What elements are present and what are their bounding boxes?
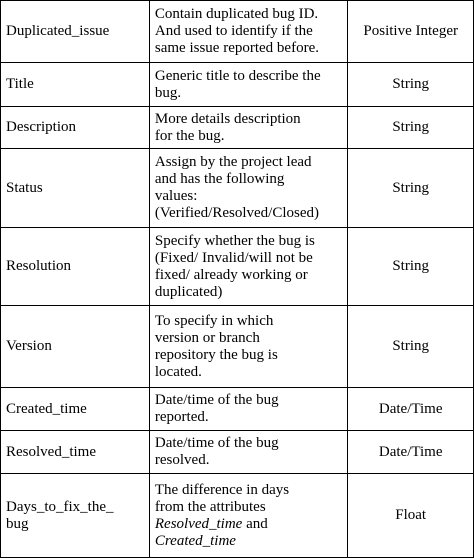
description-line: from the attributes [154, 498, 266, 515]
description-line: Date/time of the bug [154, 435, 279, 451]
attribute-name-cell: Version [1, 306, 150, 388]
description-line: fixed/ already working or [154, 266, 308, 283]
attribute-name-cell: Resolved_time [1, 431, 150, 474]
attribute-description-cell [149, 306, 348, 388]
description-line: (Fixed/ Invalid/will not be [154, 249, 313, 266]
attribute-name-cell: Title [1, 63, 150, 107]
description-line: More details description [154, 110, 301, 127]
attribute-type-cell: Date/Time [348, 388, 474, 431]
description-line: Contain duplicated bug ID. [154, 6, 319, 22]
table-row [1, 149, 474, 228]
description-line: And used to identify if the [154, 23, 313, 39]
attribute-type-cell: String [348, 306, 474, 388]
attribute-type-cell: Date/Time [348, 431, 474, 474]
description-line: Assign by the project lead [154, 154, 312, 170]
attribute-name-cell: Description [1, 107, 150, 149]
attribute-name-cell: Resolution [1, 228, 150, 306]
attribute-description-cell [149, 149, 348, 228]
description-line: and has the following [154, 171, 285, 187]
attribute-type-cell: Positive Integer [348, 1, 474, 63]
attribute-name-line: Days_to_fix_the_ [6, 498, 114, 515]
description-line: The difference in days [154, 481, 290, 498]
attribute-description-cell [149, 1, 348, 63]
description-conjunction: and [242, 515, 268, 532]
table-row [1, 474, 474, 558]
description-line: for the bug. [154, 127, 225, 144]
attribute-type-cell: String [348, 149, 474, 228]
attribute-description-cell [149, 107, 348, 149]
description-line: duplicated) [154, 283, 223, 300]
description-line: repository the bug is [154, 346, 278, 363]
attribute-description-cell [149, 228, 348, 306]
attribute-type-cell: String [348, 63, 474, 107]
attribute-type-cell: String [348, 107, 474, 149]
description-line: located. [154, 363, 202, 380]
attribute-name-cell: Duplicated_issue [1, 1, 150, 63]
description-line: (Verified/Resolved/Closed) [154, 205, 320, 221]
attribute-name-cell: Created_time [1, 388, 150, 431]
attribute-description-cell [149, 474, 348, 558]
table-row [1, 107, 474, 149]
table-row [1, 1, 474, 63]
table-row [1, 228, 474, 306]
attribute-description-cell [149, 63, 348, 107]
description-line: Generic title to describe the [154, 67, 321, 84]
attribute-type-cell: String [348, 228, 474, 306]
italic-attribute-ref: Resolved_time [154, 515, 243, 532]
description-line: values: [154, 188, 198, 204]
attribute-name-cell [1, 474, 150, 558]
attribute-description-cell [149, 388, 348, 431]
attribute-name-line: bug [6, 515, 29, 532]
table-row [1, 63, 474, 107]
italic-attribute-ref: Created_time [154, 532, 236, 549]
table-row [1, 306, 474, 388]
description-line: bug. [154, 84, 182, 101]
description-line: version or branch [154, 329, 260, 346]
description-line [155, 516, 343, 533]
table-row [1, 431, 474, 474]
description-line: reported. [154, 409, 209, 425]
description-line: resolved. [154, 452, 210, 468]
attribute-name-cell: Status [1, 149, 150, 228]
description-line: Specify whether the bug is [154, 232, 315, 249]
attribute-type-cell: Float [348, 474, 474, 558]
description-line: same issue reported before. [154, 40, 319, 56]
description-line: To specify in which [154, 312, 274, 329]
table-row [1, 388, 474, 431]
attribute-description-cell [149, 431, 348, 474]
description-line: Date/time of the bug [154, 392, 279, 408]
